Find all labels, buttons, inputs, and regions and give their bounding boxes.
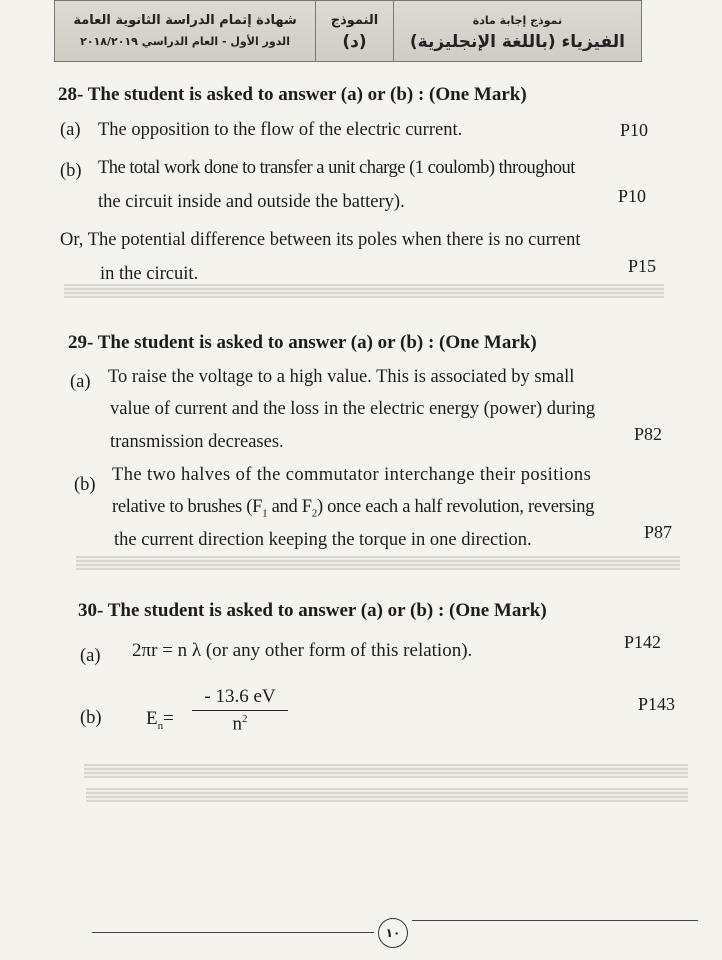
q28-or-line2: in the circuit. [100, 264, 199, 284]
q30-b-den-sup: 2 [242, 713, 248, 725]
q28-b-ref: P10 [618, 186, 647, 206]
header-subject [394, 1, 641, 61]
q29-b-line3: the current direction keeping the torque in one direction. [114, 530, 532, 550]
header-certificate-title: شهادة إتمام الدراسة الثانوية العامة [73, 13, 297, 28]
q30-b-numerator: - 13.6 eV [204, 686, 276, 707]
separator [64, 284, 664, 298]
q30-b-fraction [192, 686, 288, 735]
q29-b-line2 [112, 497, 594, 520]
q29-a-ref: P82 [634, 424, 663, 444]
q29-a-label: (a) [70, 372, 91, 392]
q28-or-ref: P15 [628, 256, 657, 276]
q30-b-lhs-symbol: E [146, 708, 158, 729]
q28-a-ref: P10 [620, 120, 649, 140]
separator [86, 788, 688, 802]
q30-b-denominator [192, 713, 288, 735]
exam-header [54, 0, 642, 62]
q28-title: 28- The student is asked to answer (a) or (b) : (One Mark) [58, 84, 527, 105]
separator [84, 764, 688, 778]
q28-a-label: (a) [60, 120, 81, 140]
header-session: الدور الأول - العام الدراسي ٢٠١٨/٢٠١٩ [80, 35, 290, 48]
q29-b-label: (b) [74, 475, 96, 495]
fraction-bar [192, 710, 288, 711]
q30-b-label: (b) [80, 708, 102, 728]
q28-b-label: (b) [60, 161, 82, 181]
q29-b-sub1: 1 [262, 507, 268, 520]
q29-b-sub2: 2 [311, 507, 317, 520]
q28-b-line2: the circuit inside and outside the battery). [98, 192, 405, 212]
q28-a-text: The opposition to the flow of the electric current. [98, 120, 463, 140]
page-number: ١٠ [378, 918, 408, 948]
q29-a-line2: value of current and the loss in the electric energy (power) during [110, 399, 596, 419]
q30-b-lhs [146, 708, 174, 732]
q30-a-label: (a) [80, 646, 101, 666]
q30-b-den-base: n [232, 713, 242, 735]
header-exam-info [55, 1, 316, 61]
separator [76, 556, 680, 570]
header-model-label: النموذج [330, 13, 379, 28]
q30-b-lhs-sub: n [157, 719, 164, 732]
q29-b-line2-mid: and F [267, 497, 312, 517]
q29-b-line2-pre: relative to brushes (F [112, 497, 263, 517]
q29-b-line2-post: ) once each a half revolution, reversing [316, 497, 595, 517]
q29-b-ref: P87 [644, 522, 673, 542]
q28-b-line1: The total work done to transfer a unit charge (1 coulomb) throughout [98, 158, 575, 178]
header-subject-name: الفيزياء (باللغة الإنجليزية) [409, 32, 625, 52]
footer-line-right [412, 920, 698, 921]
q29-a-line3: transmission decreases. [110, 432, 284, 452]
q30-title: 30- The student is asked to answer (a) or (b) : (One Mark) [78, 600, 547, 621]
q30-a-ref: P142 [624, 632, 662, 652]
footer-line-left [92, 932, 374, 933]
q29-title: 29- The student is asked to answer (a) or (b) : (One Mark) [68, 332, 537, 353]
header-model-letter: (د) [342, 32, 367, 52]
header-answer-key-label: نموذج إجابة مادة [472, 14, 563, 27]
q28-or-line1: Or, The potential difference between its poles when there is no current [60, 230, 581, 250]
q30-b-ref: P143 [638, 694, 676, 714]
q30-b-equals: = [163, 708, 174, 729]
header-model [316, 1, 394, 61]
q30-a-text: 2πr = n λ (or any other form of this relation). [132, 640, 473, 661]
q29-a-line1: To raise the voltage to a high value. This is associated by small [108, 367, 575, 387]
q29-b-line1: The two halves of the commutator interchange their positions [112, 465, 592, 485]
